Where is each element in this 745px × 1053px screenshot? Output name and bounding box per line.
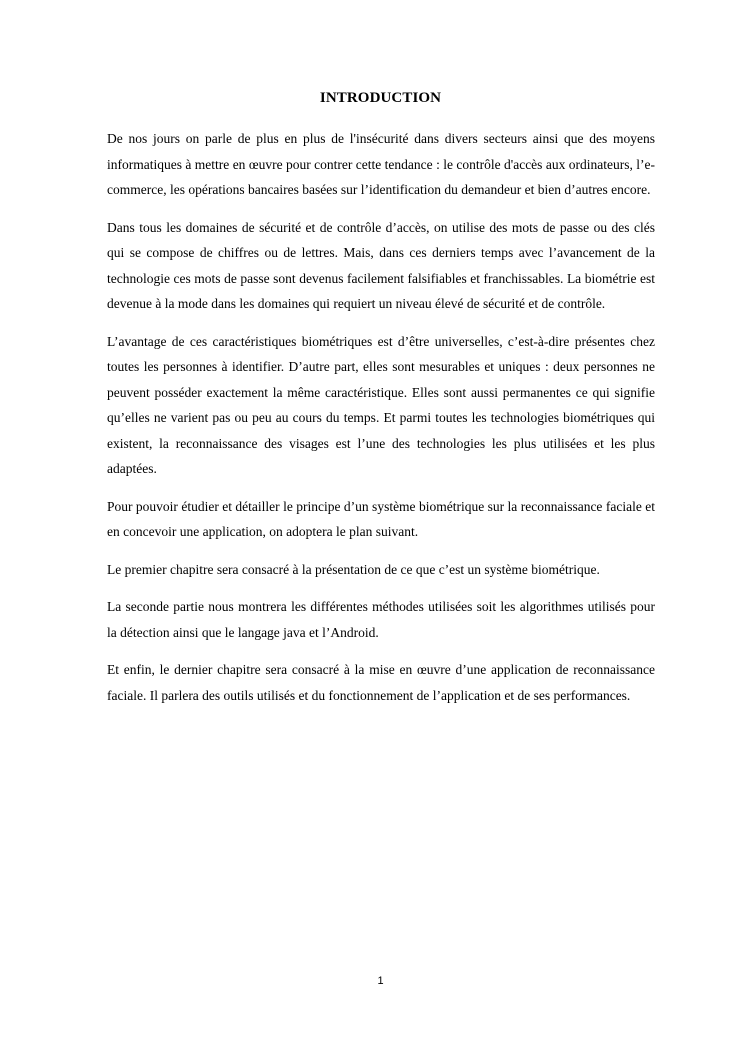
- paragraph-2: Dans tous les domaines de sécurité et de contrôle d’accès, on utilise des mots de passe ou des clés qui se compose de chiffres ou de lettres. Mais, dans ces derniers temps avec l’avancement de la technologie ces mots de passe sont devenus facilement falsifiables et franchissables. La biométrie est devenue à la mode dans les domaines qui requiert un niveau élevé de sécurité et de contrôle.: [107, 219, 655, 311]
- paragraph-1: De nos jours on parle de plus en plus de l'insécurité dans divers secteurs ainsi que des moyens informatiques à mettre en œuvre pour contrer cette tendance : le contrôle d'accès aux ordinateurs, l’e-commerce, les opérations bancaires basées sur l’identification du demandeur et bien d’autres encore.: [107, 131, 655, 197]
- paragraph-3: L’avantage de ces caractéristiques biométriques est d’être universelles, c’est-à-dire présentes chez toutes les personnes à identifier. D’autre part, elles sont mesurables et uniques : deux personnes ne peuvent posséder exactement la même caractéristique. Elles sont aussi permanentes ce qui signifie qu’elles ne varient pas ou peu au cours du temps. Et parmi toutes les technologies biométriques qui existent, la reconnaissance des visages est l’une des technologies les plus utilisées et les plus adaptées.: [107, 333, 655, 476]
- paragraph-7: Et enfin, le dernier chapitre sera consacré à la mise en œuvre d’une application de reconnaissance faciale. Il parlera des outils utilisés et du fonctionnement de l’application et de ses performances.: [107, 662, 655, 703]
- paragraph-6: La seconde partie nous montrera les différentes méthodes utilisées soit les algorithmes utilisés pour la détection ainsi que le langage java et l’Android.: [107, 599, 655, 640]
- paragraph-4: Pour pouvoir étudier et détailler le principe d’un système biométrique sur la reconnaissance faciale et en concevoir une application, on adoptera le plan suivant.: [107, 498, 655, 539]
- page-number: 1: [377, 975, 384, 987]
- page-title: INTRODUCTION: [319, 90, 442, 106]
- paragraph-5: Le premier chapitre sera consacré à la présentation de ce que c’est un système biométrique.: [107, 561, 600, 577]
- document-body: [107, 126, 655, 720]
